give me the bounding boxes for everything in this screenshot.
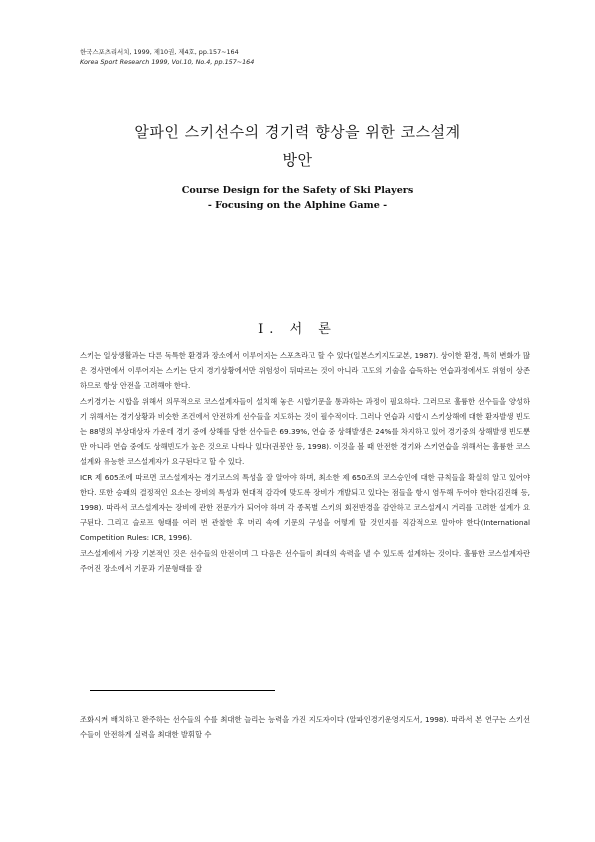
paragraph: ICR 제 605조에 따르면 코스설계자는 경기코스의 특성을 잘 알아야 하며, 최소한 제 650조의 코스승인에 대한 규칙들을 확실히 알고 있어야 한다. 또한 승패의 결정적인 요소는 장비의 특성과 현대적 감각에 맞도록 장비가 개발되고 있다는 점들을 항시 염두해 두어야 한다(김진해 등, 1998). 따라서 코스설계자는 장비에 관한 전문가가 되어야 하며 각 종목별 스키의 회전반경을 감안하고 코스설계시 거리를 고려한 설계가 요구된다. 그리고 슬로프 형태를 여러 번 관찰한 후 머리 속에 기문의 구성을 어떻게 할 것인지를 직감적으로 알아야 한다(International Competition Rules: ICR, 1996).: [80, 472, 530, 543]
title-english-line-2: - Focusing on the Alphine Game -: [207, 200, 388, 211]
title-korean-line-2: 방안: [282, 151, 313, 169]
paragraph: 코스설계에서 가장 기본적인 것은 선수들의 안전이며 그 다음은 선수들이 최대의 속력을 낼 수 있도록 설계하는 것이다. 훌륭한 코스설계자란 주어진 장소에서 기문과 기문형태를 잘: [80, 548, 530, 573]
section-heading: Ⅰ. 서 론: [258, 322, 337, 337]
paragraph: 스키는 일상생활과는 다른 독특한 환경과 장소에서 이루어지는 스포츠라고 할 수 있다(일본스키지도교본, 1987). 상이한 환경, 특히 변화가 많은 경사면에서 이루어지는 스키는 단지 경기상황에서만 위험성이 뒤따르는 것이 아니라 고도의 기술을 습득하는 연습과정에서도 위험이 상존하므로 항상 안전을 고려해야 한다.: [80, 351, 530, 391]
title-korean-line-1: 알파인 스키선수의 경기력 향상을 위한 코스설계: [134, 123, 461, 141]
journal-citation-korean: 한국스포츠리서치, 1999, 제10권, 제4호, pp.157~164: [80, 48, 239, 56]
paragraph: 스키경기는 시합을 위해서 의무적으로 코스설계자들이 설치해 놓은 시합기문을 통과하는 과정이 필요하다. 그러므로 훌륭한 선수들을 양성하기 위해서는 경기상황과 비슷한 조건에서 안전하게 선수들을 지도하는 것이 필수적이다. 그러나 연습과 시합시 스키상해에 대한 환자발생 빈도는 88명의 부상대상자 가운데 경기 중에 상해를 당한 선수들은 69.39%, 연습 중 상해발생은 24%를 차지하고 있어 경기중의 상해발생 빈도뿐만 아니라 연습 중에도 상해빈도가 높은 것으로 나타나 있다(권봉안 등, 1998). 이것을 볼 때 안전한 경기와 스키연습을 위해서는 훌륭한 코스설계와 유능한 코스설계자가 요구된다고 할 수 있다.: [80, 396, 530, 467]
title-english-line-1: Course Design for the Safety of Ski Players: [181, 185, 414, 196]
paper-title-korean: [60, 118, 535, 174]
journal-citation-english: Korea Sport Research 1999, Vol.10, No.4, pp.157~164: [80, 57, 255, 66]
continued-text: [80, 712, 530, 742]
paper-title-english: [60, 183, 535, 213]
paragraph-continued: 조화시켜 배치하고 완주하는 선수들의 수를 최대한 늘리는 능력을 가진 지도자이다 (알파인경기운영지도서, 1998). 따라서 본 연구는 스키선수들이 안전하게 실력을 최대한 발휘할 수: [80, 715, 530, 740]
journal-citation: [80, 48, 254, 67]
body-text: [80, 348, 530, 576]
footnote-divider: [90, 690, 275, 691]
